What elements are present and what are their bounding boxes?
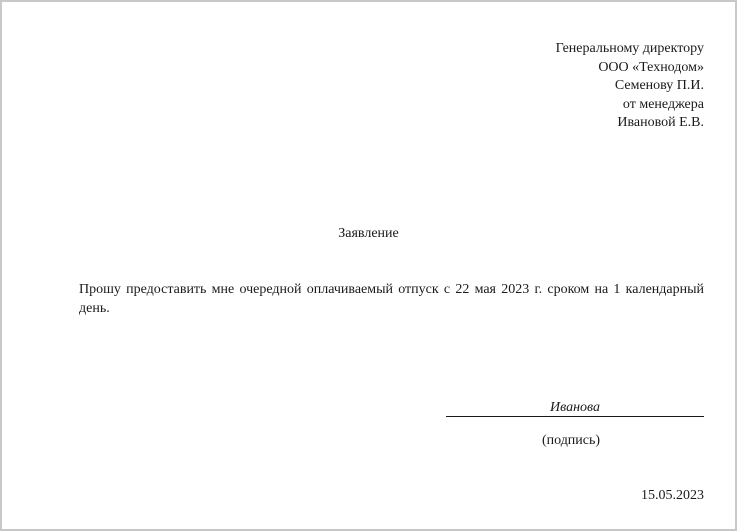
signature-line	[446, 398, 704, 417]
addressee-line-company: ООО «Технодом»	[598, 59, 704, 75]
addressee-line-recipient: Семенову П.И.	[614, 78, 704, 93]
signature-caption: (подпись)	[541, 433, 601, 448]
signature-name: Иванова	[549, 400, 601, 415]
document-title: Заявление	[338, 226, 399, 241]
request-text: Прошу предоставить мне очередной оплачиваемый отпуск с 22 мая 2023 г. сроком на 1 календарный день.	[79, 282, 704, 316]
addressee-block	[556, 40, 704, 133]
addressee-line-from: от менеджера	[622, 96, 704, 112]
document-date: 15.05.2023	[641, 488, 704, 503]
addressee-line-position: Генеральному директору	[555, 41, 704, 56]
addressee-line-sender: Ивановой Е.В.	[617, 115, 704, 130]
